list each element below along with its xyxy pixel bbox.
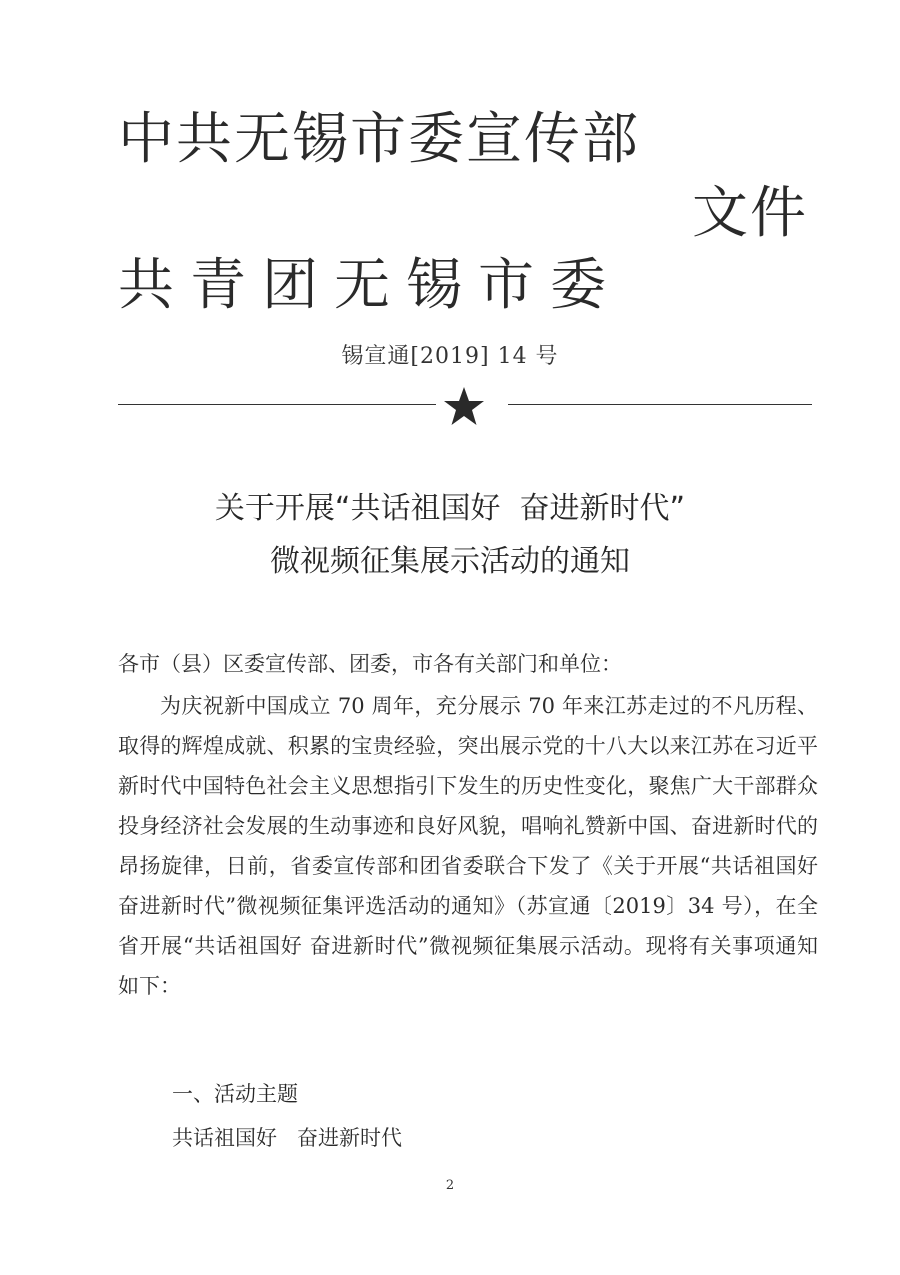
theme-text: 共话祖国好 奋进新时代 — [172, 1126, 403, 1150]
document-number: 锡宣通[2019] 14 号 — [341, 344, 559, 369]
section-heading-theme: 一、活动主题 — [172, 1082, 298, 1106]
document-title-line-1: 关于开展“共话祖国好 奋进新时代” — [214, 491, 686, 526]
document-title-line-2: 微视频征集展示活动的通知 — [270, 544, 630, 579]
star-icon — [443, 386, 485, 426]
page-number: 2 — [445, 1178, 455, 1193]
issuer-name-youth-league: 共青团无锡市委 — [118, 253, 622, 318]
document-label: 文件 — [692, 181, 808, 246]
divider-line-left — [118, 404, 436, 405]
salutation: 各市（县）区委宣传部、团委，市各有关部门和单位： — [118, 652, 622, 676]
body-paragraph: 为庆祝新中国成立 70 周年，充分展示 70 年来江苏走过的不凡历程、取得的辉煌成就、积累的宝贵经验，突出展示党的十八大以来江苏在习近平新时代中国特色社会主义思想指引下发生的历史性变化，聚焦广大干部群众投身经济社会发展的生动事迹和良好风貌，唱响礼赞新中国、奋进新时代的昂扬旋律，日前，省委宣传部和团省委联合下发了《关于开展“共话祖国好 奋进新时代”微视频征集评选活动的通知》（苏宣通〔2019〕34 号），在全省开展“共话祖国好 奋进新时代”微视频征集展示活动。现将有关事项通知如下： — [118, 694, 818, 998]
issuer-name-party-publicity: 中共无锡市委宣传部 — [118, 107, 640, 172]
divider-line-right — [508, 404, 812, 405]
